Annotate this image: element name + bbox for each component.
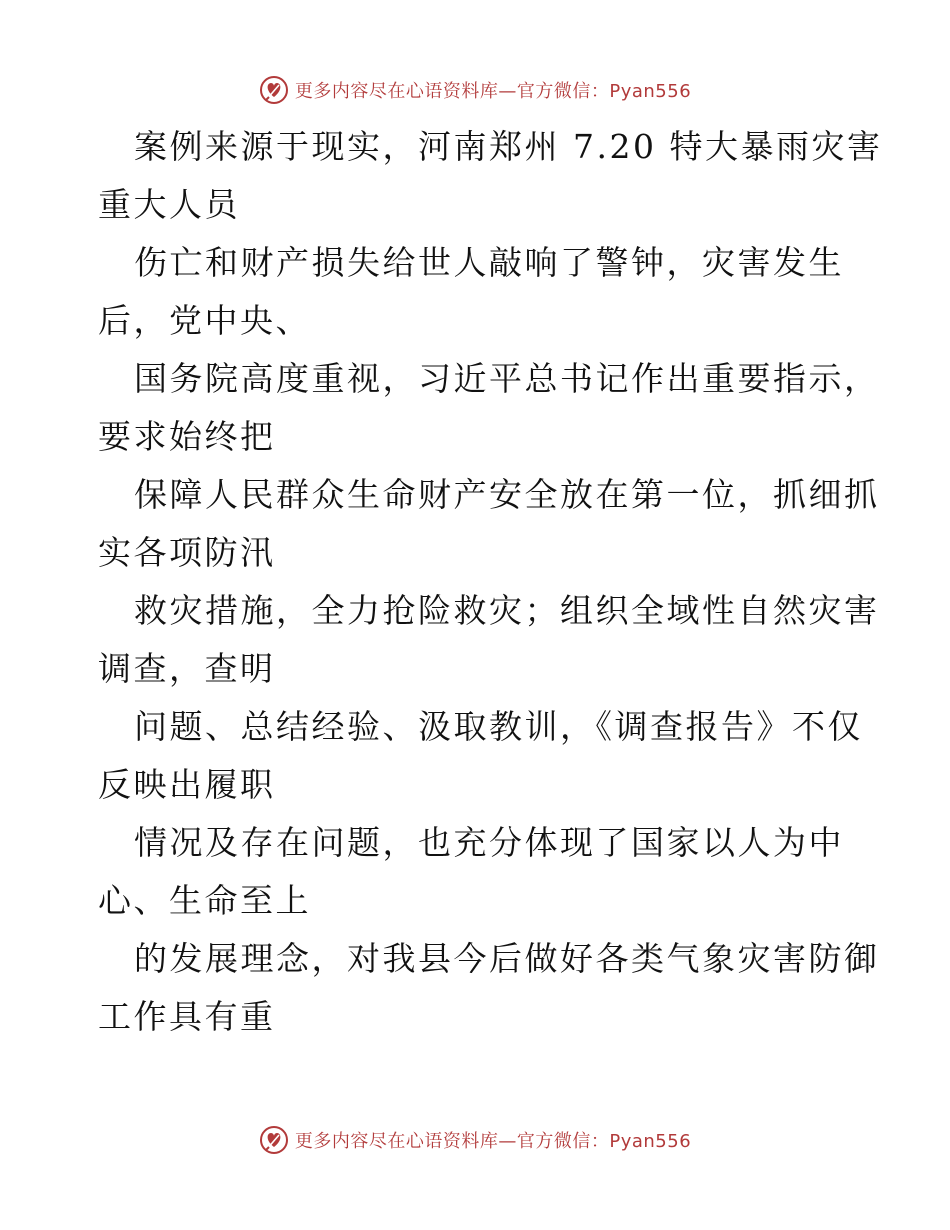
header-banner: [0, 70, 950, 110]
body-line: 保障人民群众生命财产安全放在第一位，抓细抓: [134, 475, 880, 514]
document-body: [98, 118, 883, 1046]
heart-pen-logo-icon: [259, 1125, 289, 1155]
footer-banner: [0, 1120, 950, 1160]
body-line: 重大人员: [98, 185, 240, 224]
body-line: 实各项防汛: [98, 533, 276, 572]
body-line: 心、生命至上: [98, 881, 311, 920]
body-line: 案例来源于现实，河南郑州 7.20 特大暴雨灾害: [134, 127, 883, 166]
footer-banner-text: 更多内容尽在心语资料库—官方微信：Pyan556: [294, 1131, 692, 1152]
body-line: 工作具有重: [98, 997, 276, 1036]
body-line: 国务院高度重视，习近平总书记作出重要指示，: [134, 359, 880, 398]
body-line: 伤亡和财产损失给世人敲响了警钟，灾害发生: [134, 243, 844, 282]
body-line: 反映出履职: [98, 765, 276, 804]
body-line: 问题、总结经验、汲取教训，《调查报告》不仅: [134, 707, 863, 746]
body-line: 救灾措施，全力抢险救灾；组织全域性自然灾害: [134, 591, 880, 630]
body-line: 情况及存在问题，也充分体现了国家以人为中: [134, 823, 844, 862]
body-line: 要求始终把: [98, 417, 276, 456]
body-line: 的发展理念，对我县今后做好各类气象灾害防御: [134, 939, 880, 978]
body-line: 后，党中央、: [98, 301, 311, 340]
body-line: 调查，查明: [98, 649, 276, 688]
heart-pen-logo-icon: [259, 75, 289, 105]
header-banner-text: 更多内容尽在心语资料库—官方微信：Pyan556: [294, 81, 692, 102]
